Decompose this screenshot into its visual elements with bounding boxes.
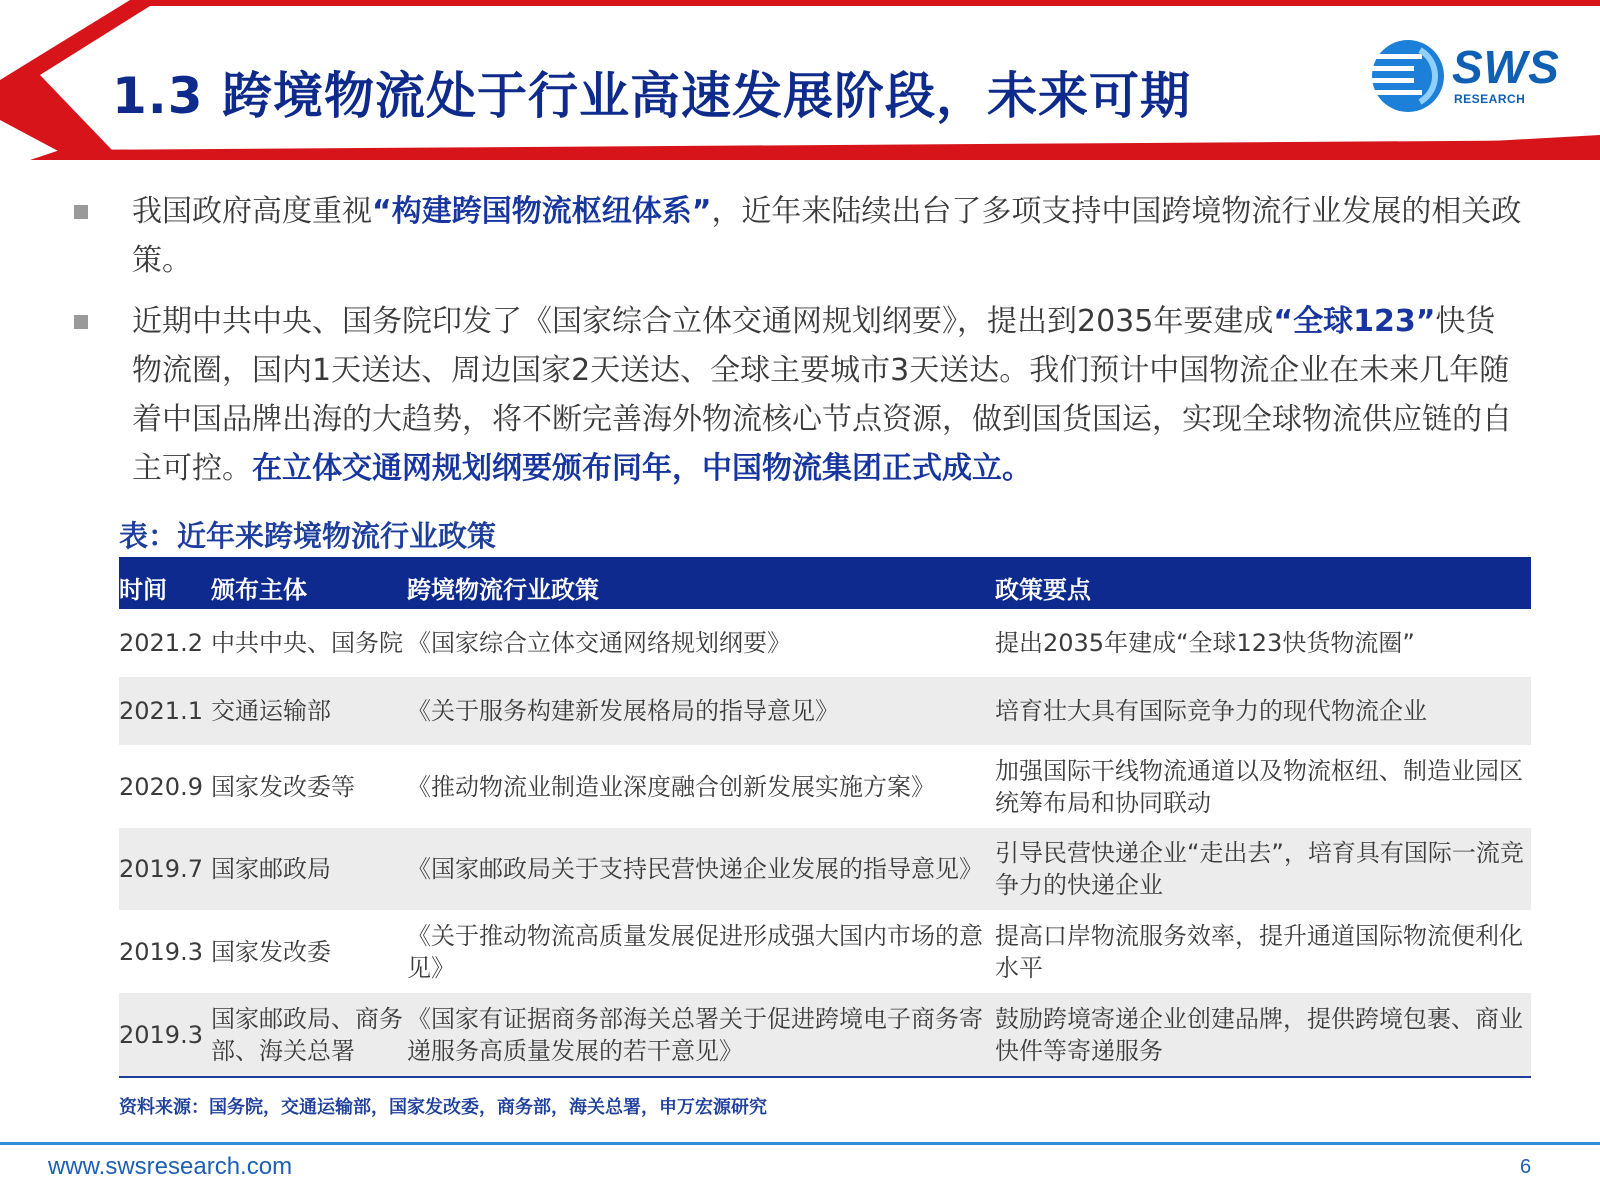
cell-time: 2021.1 [119,697,203,725]
bullet-text: 我国政府高度重视 [132,194,372,229]
header-point: 政策要点 [995,576,1091,604]
page-title: 1.3 跨境物流处于行业高速发展阶段，未来可期 [112,67,1191,125]
table-row [119,677,1531,745]
header-banner [0,0,1600,165]
cell-policy: 《推动物流业制造业深度融合创新发展实施方案》 [407,772,935,801]
cell-issuer: 国家发改委等 [211,772,355,801]
bullet-item [74,297,1524,493]
cell-policy: 《国家邮政局关于支持民营快递企业发展的指导意见》 [407,855,983,883]
header-time: 时间 [119,576,167,604]
cell-policy: 《关于推动物流高质量发展促进形成强大国内市场的意见》 [407,921,983,982]
table-title: 表：近年来跨境物流行业政策 [119,519,497,553]
cell-issuer: 国家邮政局、商务部、海关总署 [211,1004,403,1065]
cell-issuer: 中共中央、国务院 [211,629,403,657]
cell-policy: 《国家有证据商务部海关总署关于促进跨境电子商务寄递服务高质量发展的若干意见》 [407,1004,983,1065]
table-source: 资料来源：国务院，交通运输部，国家发改委，商务部，海关总署，申万宏源研究 [119,1097,767,1118]
cell-time: 2019.3 [119,1020,203,1049]
bullet-highlight: 在立体交通网规划纲要颁布同年，中国物流集团正式成立。 [252,451,1032,486]
cell-time: 2021.2 [119,629,203,657]
bullet-square-icon [74,315,88,329]
cell-point: 引导民营快递企业“走出去”，培育具有国际一流竞争力的快递企业 [995,839,1524,899]
bullet-highlight: “全球123” [1273,304,1436,339]
cell-time: 2019.3 [119,937,203,966]
table-bottom-rule [119,1076,1531,1078]
cell-point: 鼓励跨境寄递企业创建品牌，提供跨境包裹、商业快件等寄递服务 [995,1004,1523,1065]
sws-logo [1368,36,1568,116]
table-row [119,609,1531,677]
bullet-text: ，近年来陆续出台了多项支持中国跨境物流行业发展的相关政策。 [132,194,1522,278]
cell-time: 2020.9 [119,772,203,801]
page-number: 6 [1520,1156,1532,1178]
cell-point: 提出2035年建成“全球123快货物流圈” [995,629,1415,657]
cell-point: 提高口岸物流服务效率，提升通道国际物流便利化水平 [995,921,1523,982]
header-issuer: 颁布主体 [211,576,307,604]
table-row [119,910,1531,993]
bullet-text: 快货物流圈，国内1天送达、周边国家2天送达、全球主要城市3天送达。我们预计中国物流企业在未来几年随着中国品牌出海的大趋势，将不断完善海外物流核心节点资源，做到国货国运，实现全球物流供应链的自主可控。 [132,304,1512,486]
header-policy: 跨境物流行业政策 [407,576,599,604]
table-row [119,828,1531,910]
policy-table [119,557,1531,1078]
cell-policy: 《关于服务构建新发展格局的指导意见》 [407,697,839,725]
bullet-list [74,187,1524,505]
logo-text: SWS [1452,41,1560,93]
bullet-item [74,187,1524,285]
table-row [119,993,1531,1076]
table-header-row [119,557,1531,609]
footer-divider [0,1142,1600,1145]
logo-subtext: RESEARCH [1454,92,1526,106]
table-row [119,745,1531,828]
cell-issuer: 国家发改委 [211,937,331,966]
sws-globe-icon [1368,36,1448,116]
footer-url-link[interactable]: www.swsresearch.com [48,1153,293,1180]
cell-point: 培育壮大具有国际竞争力的现代物流企业 [995,697,1427,725]
bullet-text: 近期中共中央、国务院印发了《国家综合立体交通网规划纲要》，提出到2035年要建成 [132,304,1274,339]
cell-issuer: 国家邮政局 [211,855,331,883]
cell-policy: 《国家综合立体交通网络规划纲要》 [407,629,791,657]
bullet-highlight: “构建跨国物流枢纽体系” [372,194,712,229]
cell-point: 加强国际干线物流通道以及物流枢纽、制造业园区统筹布局和协同联动 [995,756,1523,817]
bullet-square-icon [74,205,88,219]
cell-issuer: 交通运输部 [211,697,331,725]
cell-time: 2019.7 [119,855,203,883]
